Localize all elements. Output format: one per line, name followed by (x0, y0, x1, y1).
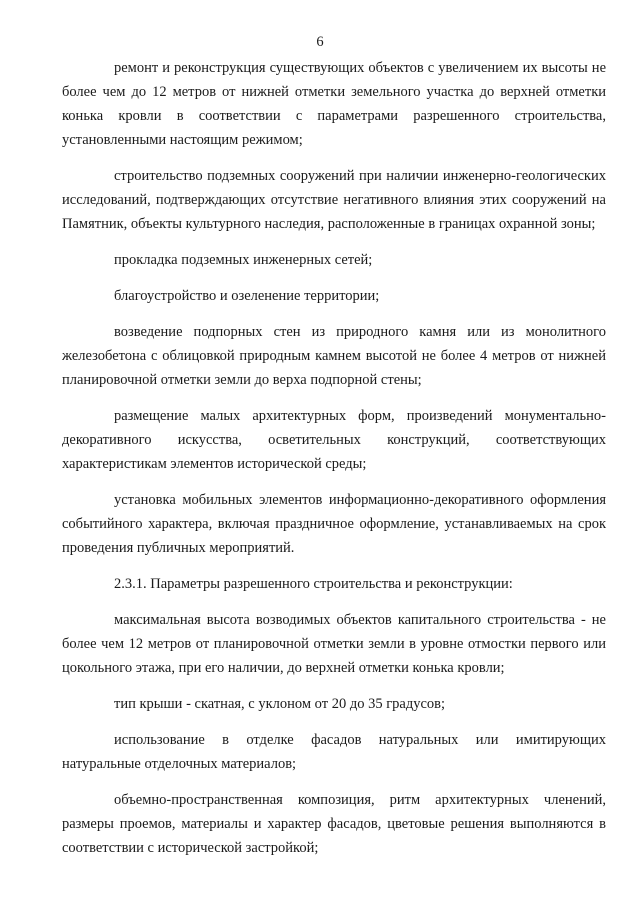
paragraph-mobile-elements: установка мобильных элементов информационно-декоративного оформления событийного характера, включая праздничное оформление, устанавливаемых на срок проведения публичных мероприятий. (62, 492, 606, 556)
paragraph-max-height: максимальная высота возводимых объектов капитального строительства - не более чем 12 метров от планировочной отметки земли в уровне отмостки первого или цокольного этажа, при его наличии, до верхней отметки конька кровли; (62, 612, 606, 676)
paragraph-underground-networks: прокладка подземных инженерных сетей; (114, 252, 373, 268)
paragraph-reconstruction: ремонт и реконструкция существующих объектов с увеличением их высоты не более чем до 12 метров от нижней отметки земельного участка до верхней отметки конька кровли в соответствии с параметрами разрешенного строительства, установленными настоящим режимом; (62, 60, 606, 148)
paragraph-underground-structures: строительство подземных сооружений при наличии инженерно-геологических исследований, подтверждающих отсутствие негативного влияния этих сооружений на Памятник, объекты культурного наследия, расположенные в границах охранной зоны; (62, 168, 606, 232)
page-number: 6 (316, 34, 324, 50)
paragraph-facade-materials: использование в отделке фасадов натуральных или имитирующих натуральные отделочных материалов; (62, 732, 606, 772)
paragraph-small-forms: размещение малых архитектурных форм, произведений монументально-декоративного искусства, осветительных конструкций, соответствующих характеристикам элементов исторической среды; (62, 408, 606, 472)
section-heading-2-3-1: 2.3.1. Параметры разрешенного строительства и реконструкции: (114, 576, 513, 592)
paragraph-composition: объемно-пространственная композиция, ритм архитектурных членений, размеры проемов, материалы и характер фасадов, цветовые решения выполняются в соответствии с исторической застройкой; (62, 792, 606, 856)
paragraph-retaining-walls: возведение подпорных стен из природного камня или из монолитного железобетона с облицовкой природным камнем высотой не более 4 метров от нижней планировочной отметки земли до верха подпорной стены; (62, 324, 606, 388)
paragraph-roof-type: тип крыши - скатная, с уклоном от 20 до 35 градусов; (114, 696, 446, 712)
document-body (62, 56, 606, 860)
paragraph-landscaping: благоустройство и озеленение территории; (114, 288, 380, 304)
